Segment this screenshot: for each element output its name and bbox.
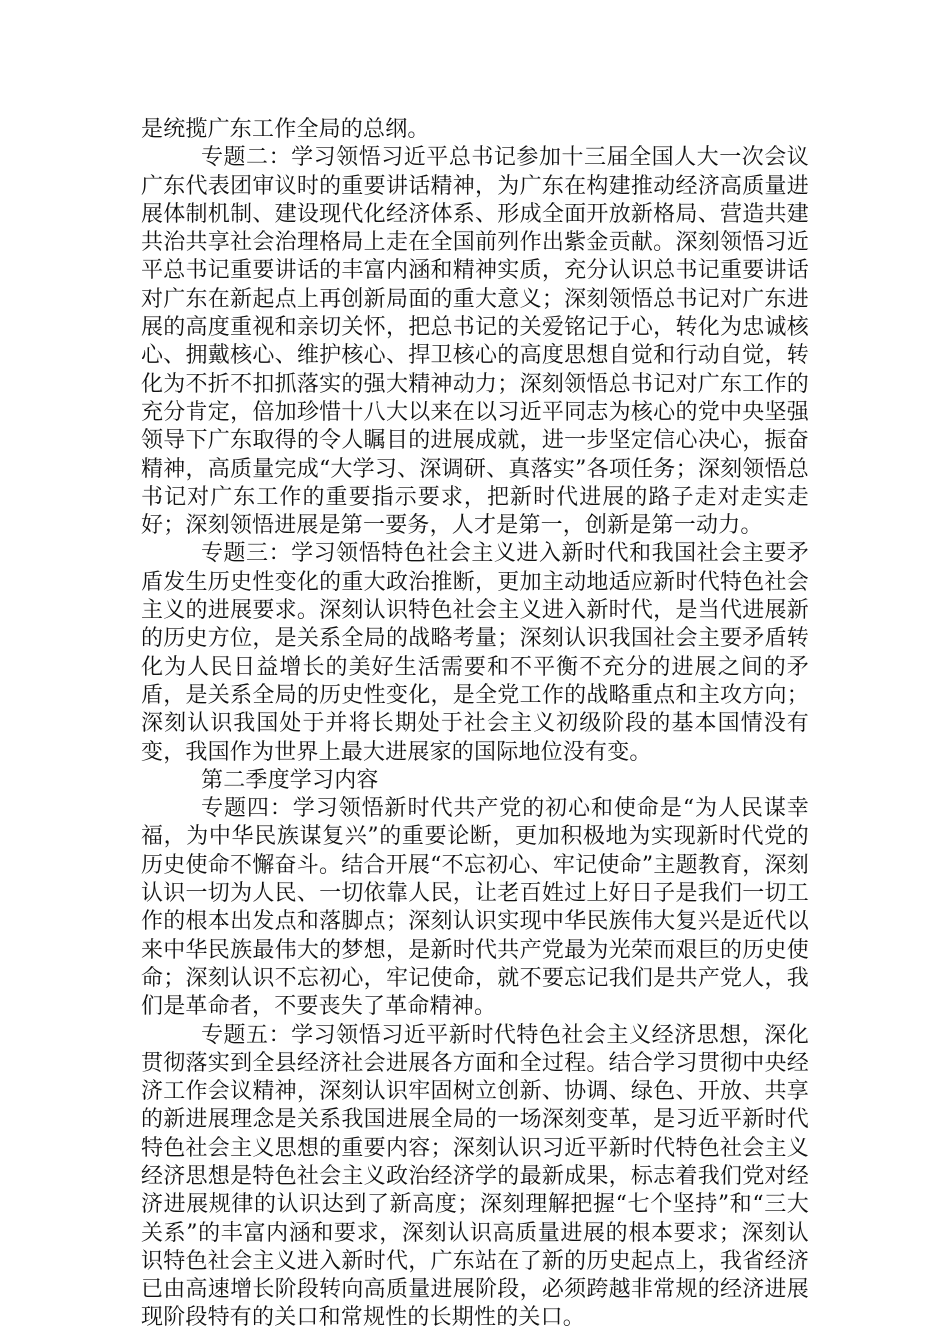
paragraph-topic-2: 专题二：学习领悟习近平总书记参加十三届全国人大一次会议广东代表团审议时的重要讲话精神，为广东在构建推动经济高质量进展体制机制、建设现代化经济体系、形成全面开放新格局、营造共建共治共享社会治理格局上走在全国前列作出紫金贡献。深刻领悟习近平总书记重要讲话的丰富内涵和精神实质，充分认识总书记重要讲话对广东在新起点上再创新局面的重大意义；深刻领悟总书记对广东进展的高度重视和亲切关怀，把总书记的关爱铭记于心，转化为忠诚核心、拥戴核心、维护核心、捍卫核心的高度思想自觉和行动自觉，转化为不折不扣抓落实的强大精神动力；深刻领悟总书记对广东工作的充分肯定，倍加珍惜十八大以来在以习近平同志为核心的党中央坚强领导下广东取得的令人瞩目的进展成就，进一步坚定信心决心，振奋精神，高质量完成“大学习、深调研、真落实”各项任务；深刻领悟总书记对广东工作的重要指示要求，把新时代进展的路子走对走实走好；深刻领悟进展是第一要务，人才是第一，创新是第一动力。 bbox=[141, 145, 809, 539]
paragraph-topic-5: 专题五：学习领悟习近平新时代特色社会主义经济思想，深化贯彻落实到全县经济社会进展各方面和全过程。结合学习贯彻中央经济工作会议精神，深刻认识牢固树立创新、协调、绿色、开放、共享的新进展理念是关系我国进展全局的一场深刻变革，是习近平新时代特色社会主义思想的重要内容；深刻认识习近平新时代特色社会主义经济思想是特色社会主义政治经济学的最新成果，标志着我们党对经济进展规律的认识达到了新高度；深刻理解把握“七个坚持”和“三大关系”的丰富内涵和要求，深刻认识高质量进展的根本要求；深刻认识特色社会主义进入新时代，广东站在了新的历史起点上，我省经济已由高速增长阶段转向高质量进展阶段，必须跨越非常规的经济进展现阶段特有的关口和常规性的长期性的关口。 bbox=[141, 1022, 809, 1331]
paragraph-topic-3: 专题三：学习领悟特色社会主义进入新时代和我国社会主要矛盾发生历史性变化的重大政治推断，更加主动地适应新时代特色社会主义的进展要求。深刻认识特色社会主义进入新时代，是当代进展新的历史方位，是关系全局的战略考量；深刻认识我国社会主要矛盾转化为人民日益增长的美好生活需要和不平衡不充分的进展之间的矛盾，是关系全局的历史性变化，是全党工作的战略重点和主攻方向；深刻认识我国处于并将长期处于社会主义初级阶段的基本国情没有变，我国作为世界上最大进展家的国际地位没有变。 bbox=[141, 541, 809, 765]
section-heading-q2: 第二季度学习内容 bbox=[201, 767, 379, 793]
paragraph-continuation: 是统揽广东工作全局的总纲。 bbox=[141, 117, 430, 142]
paragraph-topic-4: 专题四：学习领悟新时代共产党的初心和使命是“为人民谋幸福，为中华民族谋复兴”的重要论断，更加积极地为实现新时代党的历史使命不懈奋斗。结合开展“不忘初心、牢记使命”主题教育，深刻认识一切为人民、一切依靠人民，让老百姓过上好日子是我们一切工作的根本出发点和落脚点；深刻认识实现中华民族伟大复兴是近代以来中华民族最伟大的梦想，是新时代共产党最为光荣而艰巨的历史使命；深刻认识不忘初心，牢记使命，就不要忘记我们是共产党人，我们是革命者，不要丧失了革命精神。 bbox=[141, 796, 809, 1020]
document-page bbox=[141, 116, 809, 1333]
